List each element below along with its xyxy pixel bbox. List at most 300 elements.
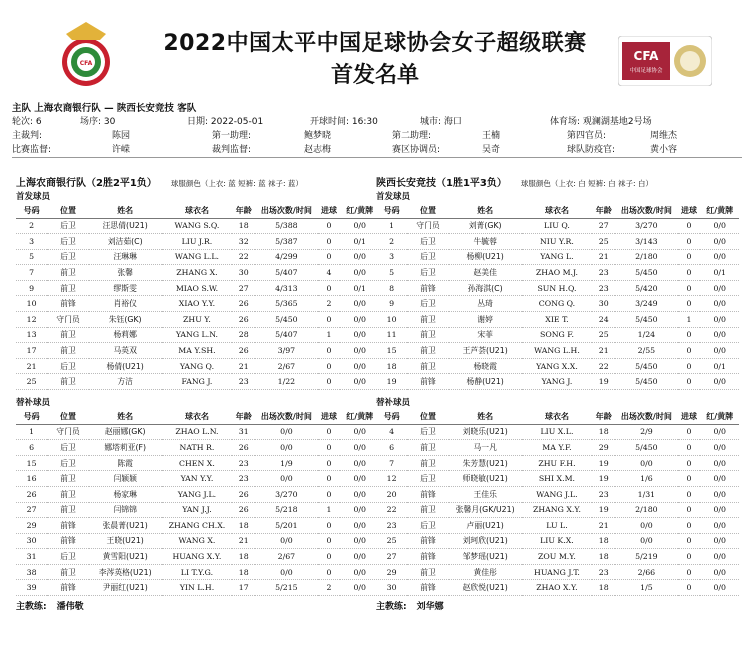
- table-row: [16, 280, 379, 296]
- table-cell: 23: [592, 280, 615, 296]
- table-cell: 0: [678, 249, 701, 265]
- table-cell: 31: [16, 549, 47, 565]
- table-cell: XIE T.: [522, 312, 593, 328]
- table-cell: 0/0: [700, 564, 739, 580]
- table-cell: 13: [16, 327, 47, 343]
- table-cell: 3/270: [615, 218, 677, 234]
- table-cell: 23: [592, 486, 615, 502]
- table-cell: 后卫: [407, 424, 449, 440]
- table-cell: 0/0: [255, 533, 317, 549]
- table-cell: 前锋: [407, 533, 449, 549]
- table-cell: 0/0: [700, 502, 739, 518]
- table-cell: 孙海淇(C): [449, 280, 522, 296]
- table-cell: 0/1: [340, 234, 379, 250]
- table-cell: 26: [232, 502, 255, 518]
- table-cell: LIU Q.: [522, 218, 593, 234]
- table-cell: 19: [592, 471, 615, 487]
- match-info: [12, 100, 742, 158]
- table-cell: 18: [232, 518, 255, 534]
- table-cell: 30: [592, 296, 615, 312]
- table-cell: 0/0: [340, 312, 379, 328]
- table-cell: 19: [592, 374, 615, 390]
- table-cell: 后卫: [407, 518, 449, 534]
- column-header: 年龄: [592, 204, 615, 218]
- table-cell: 3/97: [255, 343, 317, 359]
- referee: 陈园: [112, 131, 131, 141]
- table-cell: 0: [678, 533, 701, 549]
- table-cell: 5: [16, 249, 47, 265]
- table-cell: 2/67: [255, 549, 317, 565]
- table-cell: 0/0: [340, 424, 379, 440]
- table-cell: 30: [376, 580, 407, 596]
- table-cell: 0/0: [340, 343, 379, 359]
- table-cell: 0: [318, 533, 341, 549]
- table-cell: FANG J.: [162, 374, 233, 390]
- substitutes-label: 替补球员: [16, 398, 51, 409]
- round: 轮次: 6: [12, 117, 42, 127]
- table-cell: 4: [318, 265, 341, 281]
- table-cell: 后卫: [47, 218, 89, 234]
- table-cell: 1/9: [255, 455, 317, 471]
- table-cell: 刘洁茹(C): [89, 234, 162, 250]
- table-cell: 8: [376, 280, 407, 296]
- table-cell: 23: [232, 471, 255, 487]
- table-row: [16, 265, 379, 281]
- table-cell: 5/365: [255, 296, 317, 312]
- assistant1: 鲍梦晓: [304, 131, 332, 141]
- table-cell: ZHANG CH.X.: [162, 518, 233, 534]
- table-cell: 18: [232, 218, 255, 234]
- kickoff-time: 开球时间: 16:30: [310, 117, 378, 127]
- coach-name: 刘华娜: [416, 602, 444, 613]
- column-header: 号码: [376, 410, 407, 424]
- column-header: 位置: [407, 204, 449, 218]
- table-cell: 0/0: [340, 218, 379, 234]
- column-header: 号码: [16, 410, 47, 424]
- table-cell: 前锋: [407, 374, 449, 390]
- table-cell: 朱芳慧(U21): [449, 455, 522, 471]
- table-cell: 20: [376, 486, 407, 502]
- table-cell: YANG L.: [522, 249, 593, 265]
- table-cell: 0: [318, 486, 341, 502]
- table-cell: 2: [16, 218, 47, 234]
- column-header: 年龄: [592, 410, 615, 424]
- table-cell: 2/9: [615, 424, 677, 440]
- table-cell: 牛毓蓉: [449, 234, 522, 250]
- table-cell: 后卫: [47, 234, 89, 250]
- table-cell: 23: [232, 374, 255, 390]
- table-row: [16, 312, 379, 328]
- table-cell: 后卫: [47, 358, 89, 374]
- substitutes-table: [376, 410, 739, 596]
- page-title: 2022中国太平中国足球协会女子超级联赛: [163, 31, 587, 56]
- table-cell: 0/0: [700, 486, 739, 502]
- away-team-panel: [376, 174, 739, 612]
- table-cell: MIAO S.W.: [162, 280, 233, 296]
- table-row: [16, 234, 379, 250]
- table-cell: MA Y.F.: [522, 440, 593, 456]
- head-coach: [16, 596, 379, 612]
- assistant1-label: 第一助理:: [212, 131, 252, 141]
- table-cell: 12: [376, 471, 407, 487]
- table-cell: WANG X.: [162, 533, 233, 549]
- match-supervisor: 许嵘: [112, 145, 131, 155]
- table-cell: 0/0: [340, 440, 379, 456]
- table-row: [376, 296, 739, 312]
- table-cell: 0/0: [700, 296, 739, 312]
- table-row: [16, 518, 379, 534]
- table-cell: 25: [376, 533, 407, 549]
- table-cell: 26: [232, 296, 255, 312]
- table-row: [376, 549, 739, 565]
- table-cell: 1: [376, 218, 407, 234]
- table-row: [16, 471, 379, 487]
- table-cell: 5/201: [255, 518, 317, 534]
- table-cell: 0: [318, 455, 341, 471]
- table-row: [376, 343, 739, 359]
- table-cell: 肖裕仪: [89, 296, 162, 312]
- table-cell: 方洁: [89, 374, 162, 390]
- table-cell: 娜塔莉亚(F): [89, 440, 162, 456]
- table-cell: SHI X.M.: [522, 471, 593, 487]
- table-cell: 杨家琳: [89, 486, 162, 502]
- table-cell: 17: [16, 343, 47, 359]
- table-cell: 汪思倩(U21): [89, 218, 162, 234]
- match-info-row1: [12, 114, 742, 128]
- table-cell: 马英双: [89, 343, 162, 359]
- table-cell: 0/0: [700, 280, 739, 296]
- column-header: 出场次数/时间: [615, 204, 677, 218]
- table-cell: 0: [678, 296, 701, 312]
- column-header: 红/黄牌: [340, 204, 379, 218]
- table-cell: 0: [318, 549, 341, 565]
- table-cell: 5/218: [255, 502, 317, 518]
- table-cell: 前卫: [47, 343, 89, 359]
- table-cell: 0/0: [615, 455, 677, 471]
- table-row: [16, 424, 379, 440]
- table-cell: 5/219: [615, 549, 677, 565]
- table-cell: 前锋: [407, 280, 449, 296]
- epidemic-officer-label: 球队防疫官:: [567, 145, 616, 155]
- table-cell: 0/0: [700, 374, 739, 390]
- table-row: [16, 580, 379, 596]
- column-header: 位置: [407, 410, 449, 424]
- team-title: [16, 174, 379, 190]
- table-cell: 22: [592, 358, 615, 374]
- table-cell: 前锋: [407, 486, 449, 502]
- coach-label: 主教练:: [376, 602, 407, 613]
- table-cell: LI T.Y.G.: [162, 564, 233, 580]
- table-cell: 2/67: [255, 358, 317, 374]
- table-cell: 李涔英格(U21): [89, 564, 162, 580]
- table-row: [376, 424, 739, 440]
- table-cell: 0/0: [615, 518, 677, 534]
- table-cell: 4: [376, 424, 407, 440]
- table-row: [376, 312, 739, 328]
- table-row: [376, 580, 739, 596]
- table-cell: 张晨菁(U21): [89, 518, 162, 534]
- table-cell: 0: [678, 518, 701, 534]
- table-cell: 3: [376, 249, 407, 265]
- table-row: [16, 549, 379, 565]
- substitutes-label: 替补球员: [376, 398, 411, 409]
- table-cell: 1: [16, 424, 47, 440]
- table-cell: 0/0: [255, 471, 317, 487]
- fourth-official-label: 第四官员:: [567, 131, 607, 141]
- table-cell: 黄雪阳(U21): [89, 549, 162, 565]
- city: 城市: 海口: [420, 117, 462, 127]
- page-subtitle: 首发名单: [330, 63, 419, 88]
- table-cell: 2/180: [615, 249, 677, 265]
- match-info-row3: [12, 142, 742, 156]
- table-cell: 杨晓霞: [449, 358, 522, 374]
- table-cell: 1/6: [615, 471, 677, 487]
- table-cell: 21: [592, 518, 615, 534]
- table-cell: 汪琳琳: [89, 249, 162, 265]
- table-cell: 前卫: [47, 327, 89, 343]
- table-cell: 尹丽红(U21): [89, 580, 162, 596]
- table-cell: 12: [16, 312, 47, 328]
- table-cell: 0: [318, 424, 341, 440]
- table-cell: LIU K.X.: [522, 533, 593, 549]
- table-cell: 2: [318, 580, 341, 596]
- table-cell: 2/180: [615, 502, 677, 518]
- table-cell: 朱钰(GK): [89, 312, 162, 328]
- table-cell: ZHANG X.Y.: [522, 502, 593, 518]
- column-header: 红/黄牌: [700, 204, 739, 218]
- table-cell: 杨柳(U21): [449, 249, 522, 265]
- column-header: 出场次数/时间: [255, 410, 317, 424]
- table-cell: 0: [318, 218, 341, 234]
- table-cell: 30: [16, 533, 47, 549]
- table-cell: 3/249: [615, 296, 677, 312]
- table-cell: 7: [16, 265, 47, 281]
- table-cell: 2/66: [615, 564, 677, 580]
- table-cell: 0: [678, 502, 701, 518]
- table-cell: 前卫: [407, 343, 449, 359]
- table-cell: 18: [592, 549, 615, 565]
- table-cell: 27: [376, 549, 407, 565]
- table-header-row: [376, 204, 739, 218]
- column-header: 球衣名: [162, 410, 233, 424]
- table-cell: 0: [678, 424, 701, 440]
- column-header: 进球: [678, 204, 701, 218]
- table-cell: 0/0: [700, 471, 739, 487]
- table-row: [376, 218, 739, 234]
- table-cell: 5/388: [255, 218, 317, 234]
- table-row: [16, 533, 379, 549]
- table-cell: 0/0: [255, 564, 317, 580]
- table-cell: 赵美佳: [449, 265, 522, 281]
- table-cell: YAN Y.Y.: [162, 471, 233, 487]
- table-cell: 后卫: [407, 265, 449, 281]
- table-cell: 0/0: [255, 424, 317, 440]
- table-cell: 23: [592, 265, 615, 281]
- table-cell: 闫锦锦: [89, 502, 162, 518]
- table-cell: 22: [376, 502, 407, 518]
- table-cell: 前卫: [47, 374, 89, 390]
- table-row: [376, 502, 739, 518]
- table-cell: 0/0: [340, 471, 379, 487]
- table-cell: SONG F.: [522, 327, 593, 343]
- table-cell: 22: [232, 249, 255, 265]
- table-cell: 21: [16, 358, 47, 374]
- table-row: [16, 327, 379, 343]
- table-row: [376, 327, 739, 343]
- table-cell: 0/0: [700, 580, 739, 596]
- table-cell: 26: [232, 343, 255, 359]
- table-cell: 张馨月(GK/U21): [449, 502, 522, 518]
- table-cell: 0: [318, 358, 341, 374]
- column-header: 出场次数/时间: [615, 410, 677, 424]
- table-cell: 5: [376, 265, 407, 281]
- table-cell: YIN L.H.: [162, 580, 233, 596]
- table-cell: 0/0: [700, 533, 739, 549]
- table-cell: 后卫: [407, 249, 449, 265]
- table-cell: 0/0: [700, 424, 739, 440]
- table-row: [376, 455, 739, 471]
- column-header: 号码: [16, 204, 47, 218]
- table-cell: 王芦荟(U21): [449, 343, 522, 359]
- table-cell: 30: [232, 265, 255, 281]
- table-cell: 3: [16, 234, 47, 250]
- table-cell: 2: [376, 234, 407, 250]
- table-cell: 前锋: [47, 518, 89, 534]
- table-cell: 1: [678, 312, 701, 328]
- assistant2-label: 第二助理:: [392, 131, 432, 141]
- table-cell: HUANG J.T.: [522, 564, 593, 580]
- table-row: [16, 358, 379, 374]
- referee-supervisor-label: 裁判监督:: [212, 145, 252, 155]
- table-cell: 2/55: [615, 343, 677, 359]
- table-cell: 0/0: [340, 518, 379, 534]
- starters-table: [16, 204, 379, 390]
- match-supervisor-label: 比赛监督:: [12, 145, 52, 155]
- svg-text:CFA: CFA: [633, 49, 659, 63]
- table-cell: SUN H.Q.: [522, 280, 593, 296]
- referee-supervisor: 赵志梅: [304, 145, 332, 155]
- table-cell: 0/0: [340, 455, 379, 471]
- table-cell: 19: [592, 455, 615, 471]
- column-header: 红/黄牌: [340, 410, 379, 424]
- table-cell: 26: [232, 440, 255, 456]
- table-cell: 5/407: [255, 327, 317, 343]
- table-header-row: [16, 204, 379, 218]
- table-cell: 0: [678, 471, 701, 487]
- table-cell: 陈霞: [89, 455, 162, 471]
- table-cell: 赵欣悦(U21): [449, 580, 522, 596]
- table-cell: 5/450: [255, 312, 317, 328]
- table-cell: 4/299: [255, 249, 317, 265]
- table-cell: 0: [318, 518, 341, 534]
- table-cell: 23: [232, 455, 255, 471]
- table-cell: 0: [678, 374, 701, 390]
- table-cell: 21: [232, 533, 255, 549]
- table-cell: 0/0: [340, 486, 379, 502]
- table-cell: 0/0: [700, 312, 739, 328]
- table-cell: 黄佳彤: [449, 564, 522, 580]
- table-cell: 18: [592, 533, 615, 549]
- table-cell: 前锋: [47, 580, 89, 596]
- table-cell: 23: [376, 518, 407, 534]
- team-name: 陕西长安竞技（1胜1平3负）: [376, 178, 507, 189]
- epidemic-officer: 黄小容: [650, 145, 678, 155]
- table-cell: 5/420: [615, 280, 677, 296]
- coach-name: 潘伟敬: [56, 602, 84, 613]
- starters-label: 首发球员: [16, 192, 51, 202]
- table-cell: 后卫: [407, 296, 449, 312]
- column-header: 球衣名: [522, 410, 593, 424]
- cfa-womens-league-logo-icon: [618, 36, 712, 86]
- table-cell: 21: [592, 249, 615, 265]
- table-row: [376, 374, 739, 390]
- table-cell: YANG Q.: [162, 358, 233, 374]
- table-cell: 0: [318, 312, 341, 328]
- table-cell: 21: [592, 343, 615, 359]
- table-header-row: [16, 410, 379, 424]
- table-cell: 5/215: [255, 580, 317, 596]
- table-cell: 0: [318, 280, 341, 296]
- table-cell: 18: [232, 549, 255, 565]
- column-header: 年龄: [232, 204, 255, 218]
- table-cell: 5/407: [255, 265, 317, 281]
- table-row: [376, 234, 739, 250]
- table-cell: 18: [376, 358, 407, 374]
- table-row: [16, 343, 379, 359]
- table-row: [376, 533, 739, 549]
- referee-label: 主裁判:: [12, 131, 43, 141]
- table-cell: 27: [16, 502, 47, 518]
- table-cell: WANG J.L.: [522, 486, 593, 502]
- table-cell: 3/270: [255, 486, 317, 502]
- table-cell: ZHAO L.N.: [162, 424, 233, 440]
- table-cell: YAN J.J.: [162, 502, 233, 518]
- table-cell: ZHAO X.Y.: [522, 580, 593, 596]
- table-row: [16, 455, 379, 471]
- table-cell: 0: [318, 249, 341, 265]
- table-cell: 0/0: [340, 502, 379, 518]
- table-cell: 1: [318, 327, 341, 343]
- table-cell: 前锋: [407, 580, 449, 596]
- table-cell: WANG L.L.: [162, 249, 233, 265]
- table-cell: 杨静(U21): [449, 374, 522, 390]
- table-cell: 0/1: [700, 265, 739, 281]
- table-cell: 刘菁(GK): [449, 218, 522, 234]
- starters-table: [376, 204, 739, 390]
- table-cell: 后卫: [47, 249, 89, 265]
- coach-label: 主教练:: [16, 602, 47, 613]
- table-cell: 前卫: [407, 358, 449, 374]
- table-cell: 5/450: [615, 374, 677, 390]
- head-coach: [376, 596, 739, 612]
- match-info-row2: [12, 128, 742, 142]
- stadium: 体育场: 观澜湖基地2号场: [550, 117, 652, 127]
- table-cell: 0: [678, 327, 701, 343]
- table-cell: 后卫: [47, 440, 89, 456]
- table-cell: 赵丽娜(GK): [89, 424, 162, 440]
- table-cell: 25: [16, 374, 47, 390]
- column-header: 球衣名: [522, 204, 593, 218]
- table-cell: 18: [592, 424, 615, 440]
- table-cell: 后卫: [47, 455, 89, 471]
- column-header: 姓名: [89, 204, 162, 218]
- table-row: [16, 440, 379, 456]
- table-cell: LIU X.L.: [522, 424, 593, 440]
- table-cell: 马一凡: [449, 440, 522, 456]
- table-cell: 0/0: [340, 249, 379, 265]
- table-cell: 缪斯雯: [89, 280, 162, 296]
- table-cell: 1: [318, 502, 341, 518]
